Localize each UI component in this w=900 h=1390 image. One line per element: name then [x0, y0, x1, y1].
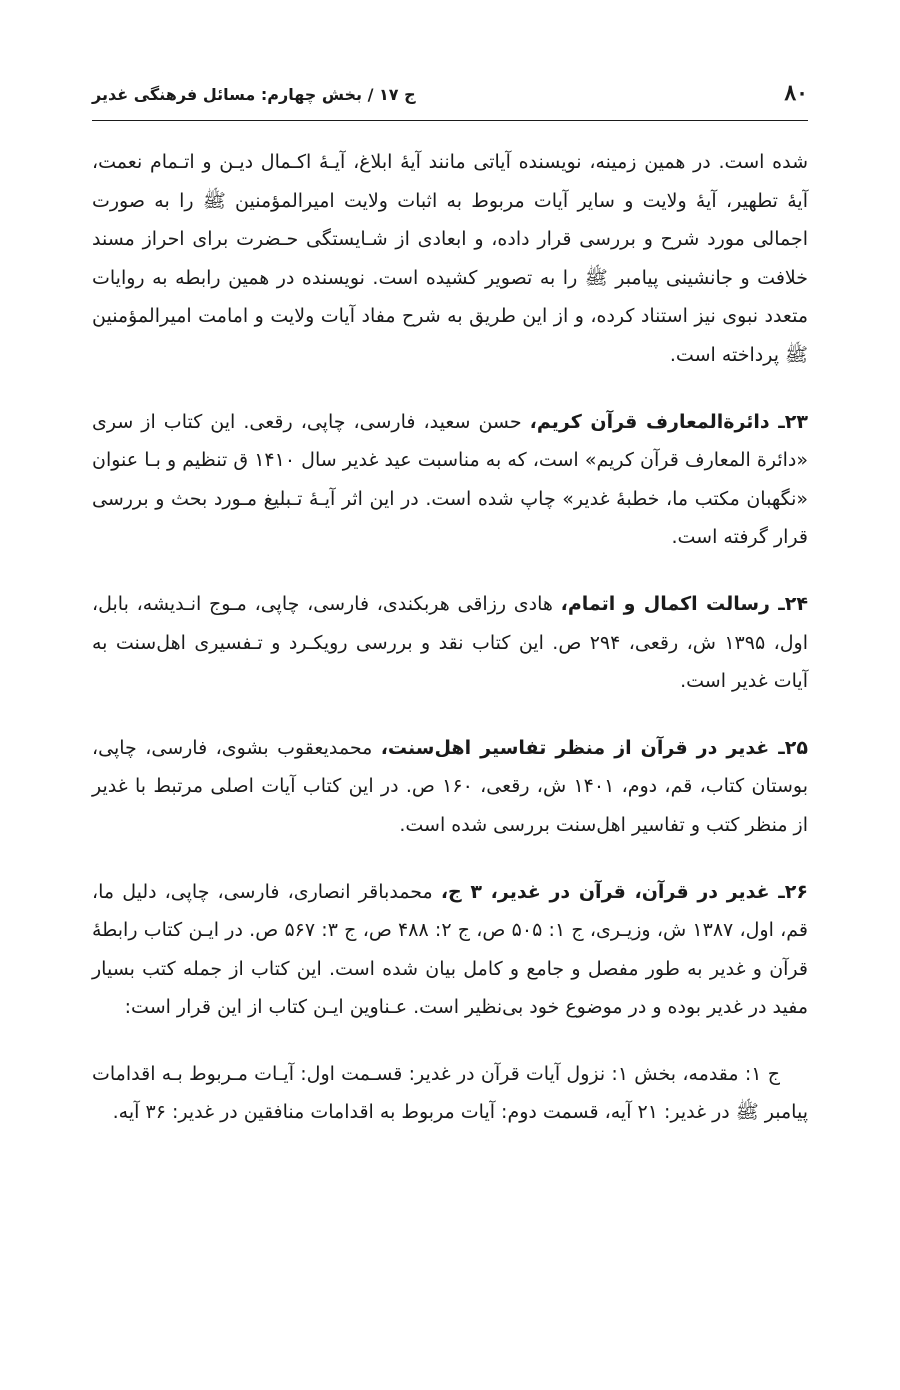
bibliography-entry-23 — [92, 403, 808, 557]
bibliography-entry-26 — [92, 873, 808, 1027]
running-title: ج ۱۷ / بخش چهارم: مسائل فرهنگی غدیر — [92, 85, 416, 104]
paragraph-intro-continuation — [92, 143, 808, 375]
entry-title: ۲۶ـ غدیر در قرآن، قرآن در غدیر، ۳ ج، — [440, 880, 808, 903]
entry-title: ۲۵ـ غدیر در قرآن از منظر تفاسیر اهل‌سنت، — [380, 736, 808, 759]
page-number: ۸۰ — [784, 80, 808, 106]
running-header — [92, 80, 808, 121]
book-page — [92, 0, 808, 1390]
bibliography-entry-24 — [92, 585, 808, 701]
entry-title: ۲۳ـ دائرةالمعارف قرآن کریم، — [529, 410, 808, 433]
entry-text: حسن سعید، فارسی، چاپی، رقعی. این کتاب از سری «دائرة المعارف قرآن کریم» است، که به مناسبت عید غدیر سال ۱۴۱۰ ق تنظیم و بـا عنوان «نگهبان مکتب ما، خطبۀ غدیر» چاپ شده است. در این اثر آیـۀ تـبلیغ مـورد بحث و بررسی قرار گرفته است. — [92, 410, 808, 549]
bibliography-entry-25 — [92, 729, 808, 845]
volume-contents-paragraph — [92, 1055, 808, 1132]
entry-text: هادی رزاقی هربکندی، فارسی، چاپی، مـوج انـدیشه، بابل، اول، ۱۳۹۵ ش، رقعی، ۲۹۴ ص. این کتاب نقد و بررسی رویکـرد و تـفسیری اهل‌سنت به آیات غدیر است. — [92, 592, 808, 693]
paragraph-text: ج ۱: مقدمه، بخش ۱: نزول آیات قرآن در غدیر: قسـمت اول: آیـات مـربوط بـه اقدامات پیامبر ﷺ در غدیر: ۲۱ آیه، قسمت دوم: آیات مربوط به اقدامات منافقین در غدیر: ۳۶ آیه. — [92, 1062, 808, 1124]
entry-text: محمدیعقوب بشوی، فارسی، چاپی، بوستان کتاب، قم، دوم، ۱۴۰۱ ش، رقعی، ۱۶۰ ص. در این کتاب آیات اصلی مرتبط با غدیر از منظر کتب و تفاسیر اهل‌سنت بررسی شده است. — [92, 736, 808, 836]
body-text — [92, 143, 808, 1160]
entry-title: ۲۴ـ رسالت اکمال و اتمام، — [560, 592, 808, 615]
entry-text: محمدباقر انصاری، فارسی، چاپی، دلیل ما، قم، اول، ۱۳۸۷ ش، وزیـری، ج ۱: ۵۰۵ ص، ج ۲: ۴۸۸ ص، ج ۳: ۵۶۷ ص. در ایـن کتاب رابطۀ قرآن و غدیر به طور مفصل و جامع و کامل بیان شده است. این کتاب از جمله کتب بسیار مفید در غدیر بوده و در موضوع خود بی‌نظیر است. عـناوین ایـن کتاب از این قرار است: — [92, 880, 808, 1019]
paragraph-text: شده است. در همین زمینه، نویسنده آیاتی مانند آیۀ ابلاغ، آیـۀ اکـمال دیـن و اتـمام نعمت، آیۀ تطهیر، آیۀ ولایت و سایر آیات مربوط به اثبات ولایت امیرالمؤمنین ﷺ را به صورت اجمالی مورد شرح و بررسی قرار داده، و ابعادی از شـایستگی حـضرت برای احراز مسند خلافت و جانشینی پیامبر ﷺ را به تصویر کشیده است. نویسنده در همین رابطه به روایات متعدد نبوی نیز استناد کرده، و از این طریق به شرح مفاد آیات ولایت و امامت امیرالمؤمنین ﷺ پرداخته است. — [92, 151, 808, 366]
